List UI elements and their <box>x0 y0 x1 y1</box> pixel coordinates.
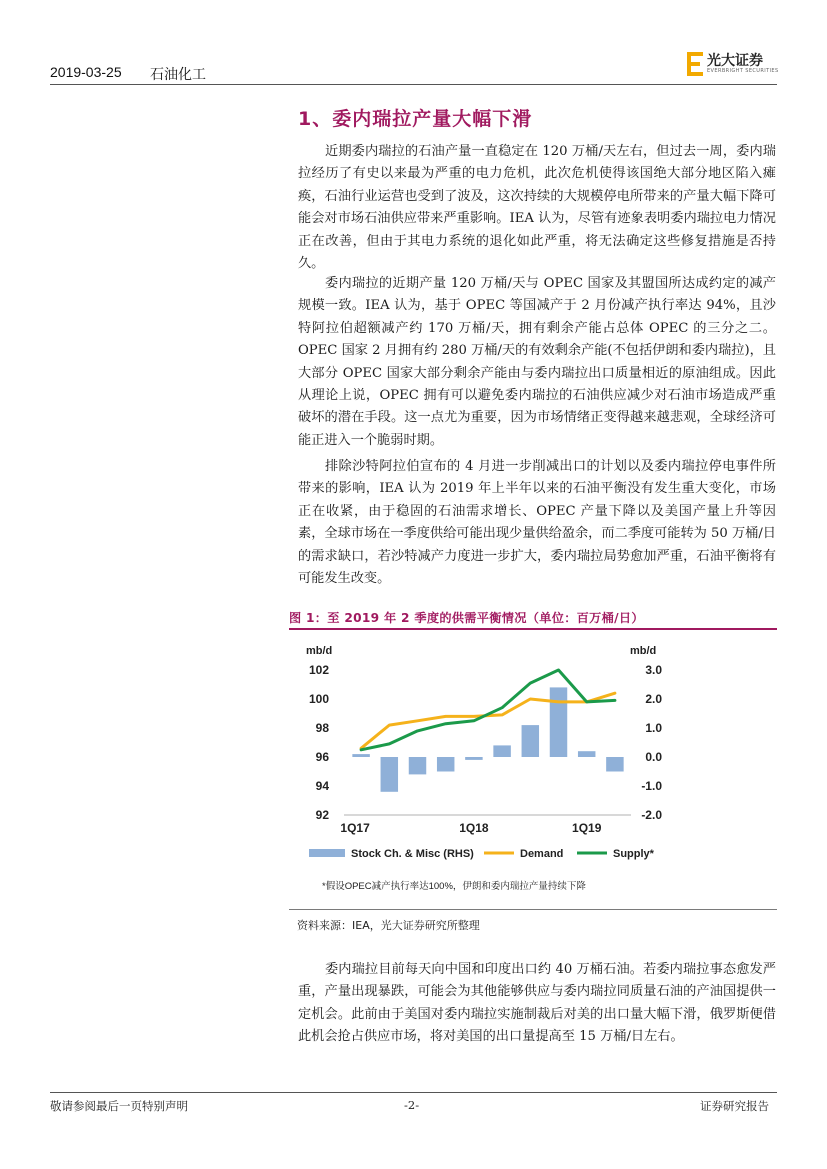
right-tick-label: -1.0 <box>641 779 662 793</box>
report-date: 2019-03-25 <box>50 64 122 80</box>
paragraph-2: 委内瑞拉的近期产量 120 万桶/天与 OPEC 国家及其盟国所达成约定的减产规模一致。IEA 认为，基于 OPEC 等国减产于 2 月份减产执行率达 94%，且沙特阿拉伯超额减产约 170 万桶/天，拥有剩余产能占总体 OPEC 的三分之二。OPEC 国家 2 月拥有约 280 万桶/天的有效剩余产能(不包括伊朗和委内瑞拉)，且大部分 OPEC 国家大部分剩余产能由与委内瑞拉出口质量相近的原油组成。因此从理论上说，OPEC 拥有可以避免委内瑞拉的石油供应减少对石油市场造成严重破坏的潜在手段。这一点尤为重要，因为市场情绪正变得越来越悲观，全球经济可能正进入一个脆弱时期。 <box>298 276 776 448</box>
paragraph-1: 近期委内瑞拉的石油产量一直稳定在 120 万桶/天左右，但过去一周，委内瑞拉经历了有史以来最为严重的电力危机，此次危机使得该国绝大部分地区陷入瘫痪，石油行业运营也受到了波及，这次持续的大规模停电所带来的产量大幅下降可能会对市场石油供应带来严重影响。IEA 认为，尽管有迹象表明委内瑞拉电力情况正在改善，但由于其电力系统的退化如此严重，将无法确定这些修复措施是否持久。 <box>298 144 776 272</box>
logo-mark-icon <box>687 52 703 76</box>
left-tick-label: 96 <box>315 750 329 764</box>
right-tick-label: -2.0 <box>641 808 662 822</box>
stock-change-bar <box>409 757 426 774</box>
figure-source: 资料来源：IEA，光大证券研究所整理 <box>297 919 480 932</box>
left-tick-label: 92 <box>315 808 329 822</box>
stock-change-bar <box>437 757 454 772</box>
footer-disclaimer: 敬请参阅最后一页特别声明 <box>50 1099 188 1113</box>
footer-report-type: 证券研究报告 <box>700 1099 769 1113</box>
paragraph-4: 委内瑞拉目前每天向中国和印度出口约 40 万桶石油。若委内瑞拉事态愈发严重，产量出现暴跌，可能会为其他能够供应与委内瑞拉同质量石油的产油国提供一定机会。此前由于美国对委内瑞拉实施制裁后对美的出口量大幅下滑，俄罗斯便借此机会抢占供应市场，将对美国的出口量提高至 15 万桶/日左右。 <box>298 962 776 1045</box>
stock-change-bar <box>352 754 369 757</box>
section-title: 1、委内瑞拉产量大幅下滑 <box>298 108 533 130</box>
right-tick-label: 2.0 <box>645 692 662 706</box>
left-axis-label: mb/d <box>306 645 333 657</box>
logo-subtitle: EVERBRIGHT SECURITIES <box>707 68 779 74</box>
right-tick-label: 0.0 <box>645 750 662 764</box>
stock-change-bar <box>606 757 623 772</box>
figure-title: 图 1：至 2019 年 2 季度的供需平衡情况（单位：百万桶/日） <box>289 611 644 625</box>
legend-label: Stock Ch. & Misc (RHS) <box>351 848 474 860</box>
right-tick-label: 1.0 <box>645 721 662 735</box>
stock-change-bar <box>493 745 510 757</box>
chart-footnote: *假设OPEC减产执行率达100%，伊朗和委内瑞拉产量持续下降 <box>322 881 586 892</box>
logo-name: 光大证券 <box>707 53 763 69</box>
supply-demand-chart <box>289 632 689 902</box>
stock-change-bar <box>522 725 539 757</box>
figure-top-rule <box>289 628 777 630</box>
stock-change-bar <box>465 757 482 760</box>
page-header <box>50 53 779 83</box>
header-rule <box>50 84 777 85</box>
x-tick-label: 1Q18 <box>459 821 489 835</box>
report-sector: 石油化工 <box>150 67 206 83</box>
company-logo <box>687 48 787 82</box>
legend-label: Supply* <box>613 848 654 860</box>
footer-rule <box>50 1092 777 1093</box>
left-tick-label: 94 <box>315 779 329 793</box>
chart-svg <box>289 632 689 902</box>
figure-bottom-rule <box>289 909 777 910</box>
right-tick-label: 3.0 <box>645 663 662 677</box>
left-tick-label: 102 <box>308 663 329 677</box>
x-tick-label: 1Q17 <box>340 821 370 835</box>
legend-swatch-bar <box>309 849 345 857</box>
stock-change-bar <box>578 751 595 757</box>
paragraph-3: 排除沙特阿拉伯宣布的 4 月进一步削减出口的计划以及委内瑞拉停电事件所带来的影响，IEA 认为 2019 年上半年以来的石油平衡没有发生重大变化，市场正在收紧，由于稳固的石油需求增长、OPEC 产量下降以及美国产量上升等因素，全球市场在一季度供给可能出现少量供给盈余，而二季度可能转为 50 万桶/日的需求缺口，若沙特减产力度进一步扩大，委内瑞拉局势愈加严重，石油平衡将有可能发生改变。 <box>298 459 776 587</box>
left-tick-label: 100 <box>308 692 329 706</box>
legend-label: Demand <box>520 848 564 860</box>
page-number: -2- <box>404 1098 420 1112</box>
right-axis-label: mb/d <box>630 645 657 657</box>
stock-change-bar <box>381 757 398 792</box>
stock-change-bar <box>550 687 567 757</box>
x-tick-label: 1Q19 <box>572 821 602 835</box>
left-tick-label: 98 <box>315 721 329 735</box>
supply-line <box>361 670 615 750</box>
